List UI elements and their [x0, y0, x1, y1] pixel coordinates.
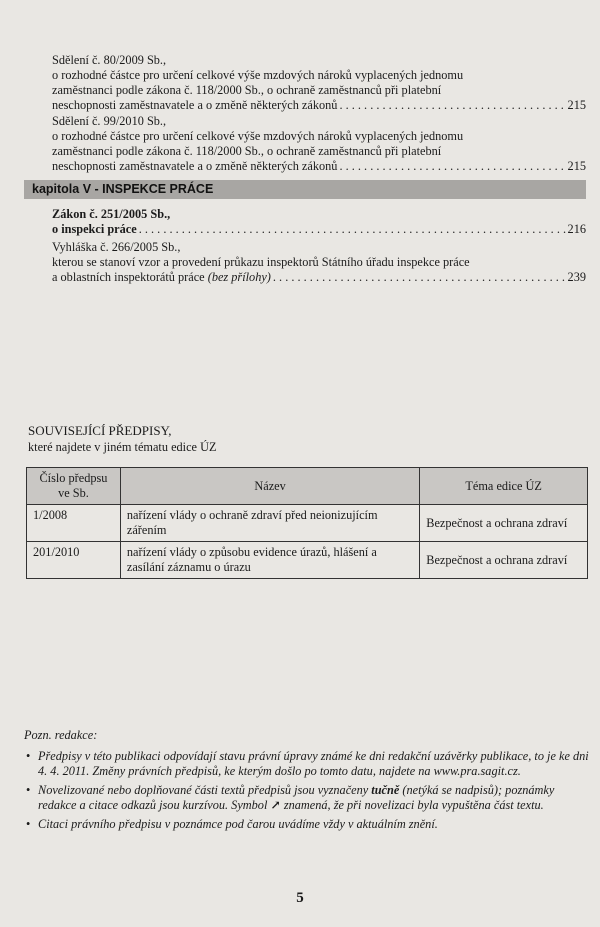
editorial-notes: [24, 728, 590, 836]
table-cell: 1/2008: [27, 505, 121, 542]
toc-entry: [52, 114, 586, 174]
note-bold-text: tučně: [371, 783, 400, 797]
column-header: Název: [120, 468, 419, 505]
note-text: znamená, že při novelizaci byla vypuštěna část textu.: [280, 798, 544, 812]
toc-entry-line: zaměstnanci podle zákona č. 118/2000 Sb., o ochraně zaměstnanců při platební: [52, 144, 442, 158]
page-number: 5: [296, 890, 304, 906]
toc-entry-line: o rozhodné částce pro určení celkové výše mzdových nároků vyplacených jednomu: [52, 68, 464, 82]
note-item: • Předpisy v této publikaci odpovídají stavu právní úpravy známé ke dni redakční uzávěrky publikace, to je ke dni 4. 4. 2011. Změny právních předpisů, ke kterým došlo po tomto datu, najdete na www.pra.sagit.cz.: [24, 749, 590, 779]
note-text: Novelizované nebo doplňované části textů předpisů jsou vyznačeny: [38, 783, 372, 797]
table-row: [27, 542, 588, 579]
toc-page-number: 215: [567, 98, 586, 112]
toc-entry-text: o inspekci práce: [52, 222, 137, 236]
toc-entry-text: [52, 270, 271, 285]
toc-entry-line: Sdělení č. 80/2009 Sb.,: [52, 53, 167, 67]
toc-leader: [139, 222, 566, 237]
toc-entry-text-italic: (bez přílohy): [207, 270, 271, 284]
chapter-heading: kapitola V - INSPEKCE PRÁCE: [24, 180, 586, 199]
toc-entry-text-part: a oblastních inspektorátů práce: [52, 270, 208, 284]
toc-entry-text: neschopnosti zaměstnavatele a o změně některých zákonů: [52, 98, 338, 112]
toc-entry-last-line: [52, 270, 586, 285]
toc-entry-line: Vyhláška č. 266/2005 Sb.,: [52, 240, 181, 254]
note-item: [24, 783, 590, 813]
toc-entry-line: Zákon č. 251/2005 Sb.,: [52, 207, 171, 221]
toc-page-number: 216: [567, 222, 586, 236]
deletion-arrow-icon: ↗: [270, 798, 281, 812]
table-cell: Bezpečnost a ochrana zdraví: [420, 542, 588, 579]
toc-page-number: 239: [567, 270, 586, 284]
toc-page-number: 215: [567, 159, 586, 173]
table-cell: nařízení vlády o ochraně zdraví před neionizujícím zářením: [120, 505, 419, 542]
note-item: • Citaci právního předpisu v poznámce pod čarou uvádíme vždy v aktuálním znění.: [24, 817, 590, 832]
related-subtitle: které najdete v jiném tématu edice ÚZ: [28, 440, 217, 454]
toc-entry-line: Sdělení č. 99/2010 Sb.,: [52, 114, 167, 128]
column-header: Téma edice ÚZ: [420, 468, 588, 505]
toc-entry: [52, 207, 586, 237]
toc-entry: [52, 240, 586, 285]
table-cell: Bezpečnost a ochrana zdraví: [420, 505, 588, 542]
toc-entry-line: o rozhodné částce pro určení celkové výše mzdových nároků vyplacených jednomu: [52, 129, 464, 143]
toc-leader: [273, 270, 566, 285]
related-title: SOUVISEJÍCÍ PŘEDPISY,: [28, 423, 172, 438]
column-header: Číslo předpsu ve Sb.: [27, 468, 121, 505]
toc-entry-line: zaměstnanci podle zákona č. 118/2000 Sb., o ochraně zaměstnanců při platební: [52, 83, 442, 97]
toc-entry-last-line: [52, 159, 586, 174]
toc-entry-text: neschopnosti zaměstnavatele a o změně některých zákonů: [52, 159, 338, 173]
related-table: [26, 467, 588, 579]
table-row: [27, 505, 588, 542]
note-text: (netýká se nadpisů); poznámky redakce a citace odkazů jsou kurzívou. Symbol: [38, 783, 555, 812]
table-cell: 201/2010: [27, 542, 121, 579]
notes-heading: Pozn. redakce:: [24, 728, 98, 742]
table-header-row: [27, 468, 588, 505]
table-cell: nařízení vlády o způsobu evidence úrazů, hlášení a zasílání záznamu o úrazu: [120, 542, 419, 579]
toc-leader: [339, 159, 565, 174]
toc-entry-last-line: [52, 222, 586, 237]
toc-entry-last-line: [52, 98, 586, 113]
toc-entry-line: kterou se stanoví vzor a provedení průkazu inspektorů Státního úřadu inspekce práce: [52, 255, 470, 269]
toc-entry: [52, 53, 586, 113]
toc-leader: [339, 98, 565, 113]
